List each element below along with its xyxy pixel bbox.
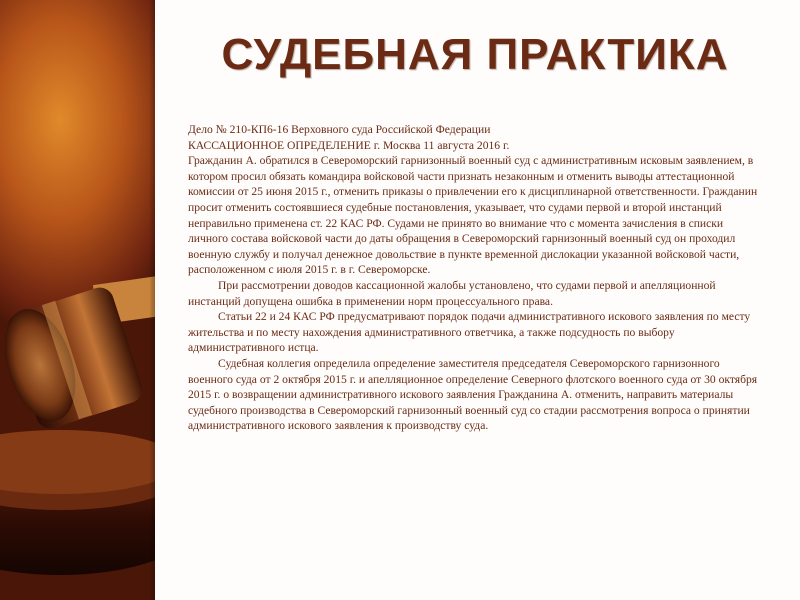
case-facts-paragraph: Гражданин А. обратился в Североморский гарнизонный военный суд с административным исковым заявлением, в котором просил обязать командира войсковой части признать незаконным и отменить выводы аттестационной комиссии от 25 июня 2015 г., отменить приказы о привлечении его к дисциплинарной ответственности. Гражданин просит отменить состоявшиеся судебные постановления, указывает, что судами первой и второй инстанций неправильно применена ст. 22 КАС РФ. Судами не принято во внимание что с момента зачисления в списки личного состава войсковой части до даты обращения в Североморский гарнизонный военный суд он проходил военную службу и получал денежное довольствие в пункте временной дислокации указанной войсковой части, расположенном с июля 2015 г. в г. Североморске.	[188, 154, 758, 277]
gavel-image	[0, 0, 155, 600]
case-number: Дело № 210-КП6-16 Верховного суда Российской Федерации	[188, 123, 491, 136]
decision-header: КАССАЦИОННОЕ ОПРЕДЕЛЕНИЕ г. Москва 11 августа 2016 г.	[188, 138, 510, 152]
articles-paragraph: Статьи 22 и 24 КАС РФ предусматривают порядок подачи административного искового заявления по месту жительства и по месту нахождения административного ответчика, а также подсудность по выбору административного истца.	[188, 310, 751, 355]
case-text	[188, 122, 760, 434]
page-title: СУДЕБНАЯ ПРАКТИКА	[221, 30, 729, 79]
ruling-paragraph: Судебная коллегия определила определение заместителя председателя Североморского гарнизонного военного суда от 2 октября 2015 г. и апелляционное определение Северного флотского военного суда от 30 октября 2015 г. о возвращении административного искового заявления Гражданина А. отменить, направить материалы судебного производства в Североморский гарнизонный военный суд со стадии рассмотрения вопроса о принятии административного искового заявления к производству суда.	[188, 356, 758, 433]
gavel-illustration	[0, 0, 155, 600]
review-paragraph: При рассмотрении доводов кассационной жалобы установлено, что судами первой и апелляционной инстанций допущена ошибка в применении норм процессуального права.	[188, 278, 716, 308]
